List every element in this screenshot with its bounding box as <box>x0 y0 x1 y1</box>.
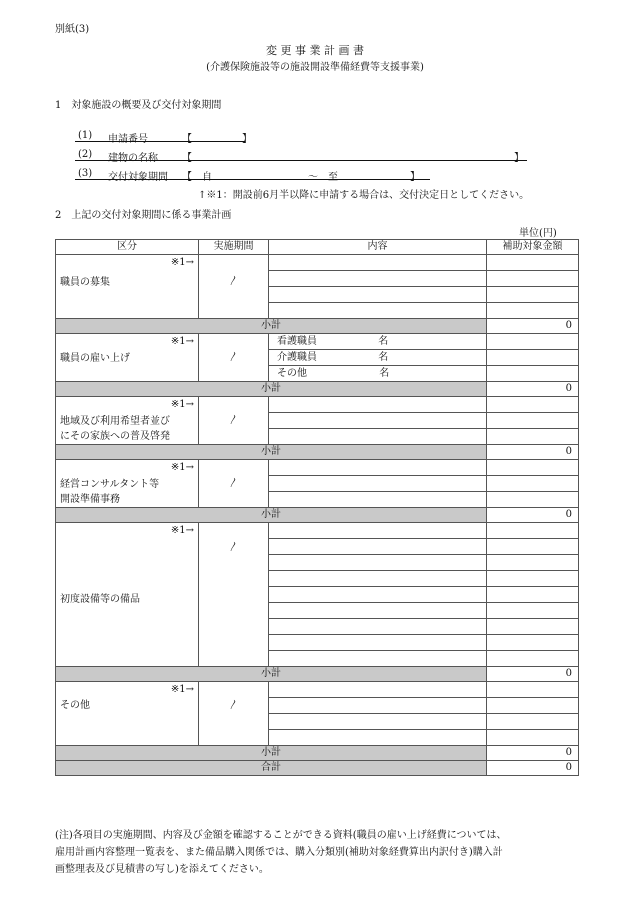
amount-cell[interactable] <box>487 714 579 730</box>
amount-cell[interactable] <box>487 303 579 319</box>
amount-cell[interactable] <box>487 698 579 714</box>
category-recruitment <box>56 255 199 319</box>
category-staff-hiring <box>56 334 199 382</box>
note-mark: ※1→ <box>170 525 194 536</box>
content-cell[interactable] <box>269 287 487 303</box>
amount-cell[interactable] <box>487 271 579 287</box>
content-cell[interactable] <box>269 539 487 555</box>
footnote-line-3: 画整理表及び見積書の写し)を添えてください。 <box>55 864 269 875</box>
amount-cell[interactable] <box>487 350 579 366</box>
staff-unit: 名 <box>379 367 390 379</box>
header-period: 実施期間 <box>199 240 269 255</box>
amount-cell[interactable] <box>487 555 579 571</box>
note-mark: ※1→ <box>170 336 194 347</box>
footnote-line-1: (注)各項目の実施期間、内容及び金額を確認することができる資料(職員の雇い上げ経費については、 <box>55 830 507 841</box>
subtotal-row <box>56 667 579 682</box>
content-cell[interactable] <box>269 397 487 413</box>
total-amount: 0 <box>487 761 579 776</box>
content-cell[interactable] <box>269 603 487 619</box>
unit-label: 単位(円) <box>519 228 557 239</box>
amount-cell[interactable] <box>487 334 579 350</box>
item-3-label: 交付対象期間 <box>108 172 168 183</box>
amount-cell[interactable] <box>487 287 579 303</box>
header-content: 内容 <box>269 240 487 255</box>
building-name-field[interactable]: 【 <box>182 153 192 164</box>
subtotal-amount: 0 <box>487 746 579 761</box>
amount-cell[interactable] <box>487 413 579 429</box>
period-mark: 〳 <box>228 542 239 553</box>
amount-cell[interactable] <box>487 255 579 271</box>
note-mark: ※1→ <box>170 399 194 410</box>
amount-cell[interactable] <box>487 603 579 619</box>
period-mark: 〳 <box>228 700 239 711</box>
content-cell[interactable] <box>269 460 487 476</box>
page-subtitle: (介護保険施設等の施設開設準備経費等支援事業) <box>206 62 424 73</box>
category-publicity <box>56 397 199 445</box>
category-label: 職員の募集 <box>60 277 110 288</box>
content-cell[interactable] <box>269 635 487 651</box>
period-cell[interactable] <box>199 682 269 746</box>
item-2-label: 建物の名称 <box>108 153 158 164</box>
subtotal-row <box>56 746 579 761</box>
period-cell[interactable] <box>199 334 269 382</box>
item-3-number: (3) <box>78 168 93 179</box>
grant-period-start-field[interactable]: 【 自 <box>182 172 212 183</box>
subtotal-label: 小計 <box>56 319 487 334</box>
attachment-label: 別紙(3) <box>55 24 90 35</box>
application-number-field[interactable]: 【 】 <box>182 134 252 145</box>
period-cell[interactable] <box>199 523 269 667</box>
content-cell[interactable] <box>269 651 487 667</box>
amount-cell[interactable] <box>487 429 579 445</box>
period-mark: 〳 <box>228 415 239 426</box>
period-mark: 〳 <box>228 352 239 363</box>
category-label-line-1: 地域及び利用希望者並び <box>60 416 170 427</box>
staff-line[interactable] <box>269 334 487 350</box>
category-label: その他 <box>60 700 90 711</box>
period-cell[interactable] <box>199 255 269 319</box>
subtotal-amount: 0 <box>487 508 579 523</box>
category-other <box>56 682 199 746</box>
content-cell[interactable] <box>269 698 487 714</box>
amount-cell[interactable] <box>487 682 579 698</box>
grant-period-end-field[interactable]: ～ 至 <box>308 172 338 183</box>
amount-cell[interactable] <box>487 492 579 508</box>
category-label-line-2: 開設準備事務 <box>60 494 120 505</box>
content-cell[interactable] <box>269 255 487 271</box>
amount-cell[interactable] <box>487 730 579 746</box>
amount-cell[interactable] <box>487 619 579 635</box>
category-label: 初度設備等の備品 <box>60 594 140 605</box>
header-amount: 補助対象金額 <box>487 240 579 255</box>
amount-cell[interactable] <box>487 476 579 492</box>
content-cell[interactable] <box>269 271 487 287</box>
table-row <box>56 682 579 698</box>
subtotal-label: 小計 <box>56 746 487 761</box>
content-cell[interactable] <box>269 682 487 698</box>
category-label-line-1: 経営コンサルタント等 <box>60 479 160 490</box>
content-cell[interactable] <box>269 429 487 445</box>
content-cell[interactable] <box>269 555 487 571</box>
amount-cell[interactable] <box>487 366 579 382</box>
subtotal-amount: 0 <box>487 382 579 397</box>
amount-cell[interactable] <box>487 523 579 539</box>
business-plan-table <box>55 239 579 776</box>
period-mark: 〳 <box>228 478 239 489</box>
table-header-row <box>56 240 579 255</box>
subtotal-amount: 0 <box>487 667 579 682</box>
staff-unit: 名 <box>378 351 389 363</box>
note-mark: ※1→ <box>170 462 194 473</box>
subtotal-label: 小計 <box>56 382 487 397</box>
amount-cell[interactable] <box>487 397 579 413</box>
total-label: 合計 <box>56 761 487 776</box>
category-equipment <box>56 523 199 667</box>
period-cell[interactable] <box>199 397 269 445</box>
subtotal-label: 小計 <box>56 445 487 460</box>
item-2-number: (2) <box>78 149 93 160</box>
category-consultant <box>56 460 199 508</box>
section-1-heading: 1 対象施設の概要及び交付対象期間 <box>55 100 222 111</box>
total-row <box>56 761 579 776</box>
content-cell[interactable] <box>269 413 487 429</box>
content-cell[interactable] <box>269 492 487 508</box>
content-cell[interactable] <box>269 619 487 635</box>
table-row <box>56 523 579 539</box>
staff-role: 看護職員 <box>277 335 317 347</box>
page-title: 変 更 事 業 計 画 書 <box>266 44 364 57</box>
amount-cell[interactable] <box>487 635 579 651</box>
table-row <box>56 255 579 271</box>
staff-role: その他 <box>277 367 307 379</box>
amount-cell[interactable] <box>487 651 579 667</box>
amount-cell[interactable] <box>487 587 579 603</box>
category-label: 職員の雇い上げ <box>60 353 130 364</box>
content-cell[interactable] <box>269 476 487 492</box>
content-cell[interactable] <box>269 587 487 603</box>
note-1: ↑※1：開設前6月半以降に申請する場合は、交付決定日としてください。 <box>198 190 530 201</box>
content-cell[interactable] <box>269 714 487 730</box>
table-row <box>56 460 579 476</box>
grant-period-close: 】 <box>410 172 420 183</box>
subtotal-row <box>56 382 579 397</box>
amount-cell[interactable] <box>487 460 579 476</box>
subtotal-label: 小計 <box>56 667 487 682</box>
content-cell[interactable] <box>269 303 487 319</box>
staff-unit: 名 <box>378 335 389 347</box>
item-1-label: 申請番号 <box>108 134 148 145</box>
subtotal-label: 小計 <box>56 508 487 523</box>
footnote-line-2: 雇用計画内容整理一覧表を、また備品購入関係では、購入分類別(補助対象経費算出内訳付き)購入計 <box>55 847 503 858</box>
header-category: 区分 <box>56 240 199 255</box>
period-cell[interactable] <box>199 460 269 508</box>
amount-cell[interactable] <box>487 539 579 555</box>
subtotal-row <box>56 508 579 523</box>
table-row <box>56 397 579 413</box>
building-name-close: 】 <box>514 153 524 164</box>
period-mark: 〳 <box>228 276 239 287</box>
subtotal-amount: 0 <box>487 445 579 460</box>
item-1-number: (1) <box>78 130 93 141</box>
note-mark: ※1→ <box>170 257 194 268</box>
subtotal-amount: 0 <box>487 319 579 334</box>
category-label-line-2: にその家族への普及啓発 <box>60 431 170 442</box>
section-2-heading: 2 上記の交付対象期間に係る事業計画 <box>55 210 232 221</box>
subtotal-row <box>56 445 579 460</box>
staff-line[interactable] <box>269 350 487 366</box>
table-row <box>56 334 579 350</box>
staff-role: 介護職員 <box>277 351 317 363</box>
amount-cell[interactable] <box>487 571 579 587</box>
note-mark: ※1→ <box>170 684 194 695</box>
staff-line[interactable] <box>269 366 487 382</box>
subtotal-row <box>56 319 579 334</box>
content-cell[interactable] <box>269 571 487 587</box>
content-cell[interactable] <box>269 523 487 539</box>
content-cell[interactable] <box>269 730 487 746</box>
